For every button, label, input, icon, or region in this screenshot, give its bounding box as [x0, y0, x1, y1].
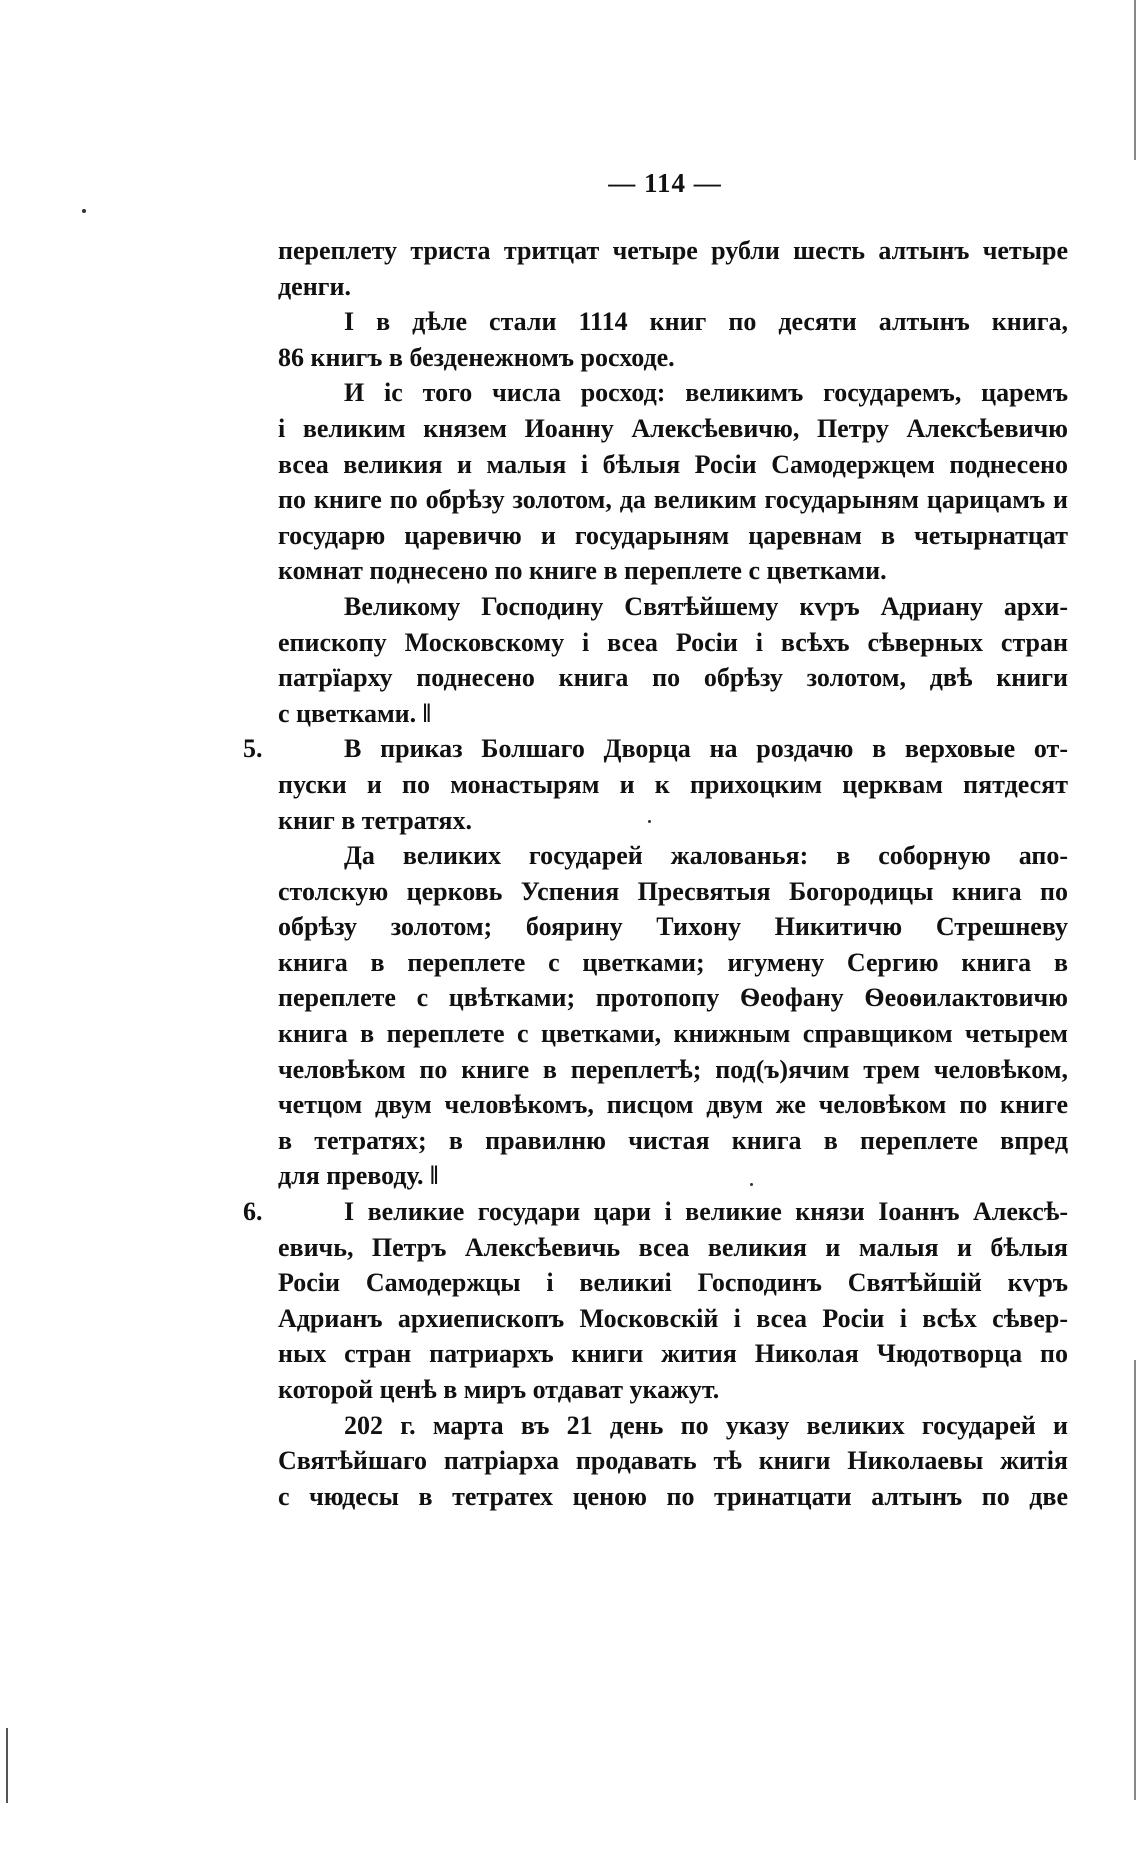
text-line: денги. [278, 271, 351, 301]
text-line: ных стран патриархъ книги жития Николая Чюдотворца по [278, 1339, 1068, 1369]
text-line: по книге по обрѣзу золотом, да великим государыням царицамъ и [278, 485, 1068, 515]
text-line: епископу Московскому і всеа Росіи і всѣхъ сѣверных стран [278, 627, 1068, 657]
text-line: комнат поднесено по книге в переплете с цветками. [278, 556, 887, 586]
scan-edge-mark-left [6, 1728, 8, 1803]
text-line: в тетратях; в правилню чистая книга в переплете впред [278, 1125, 1068, 1155]
text-line: книга в переплете с цветками; игумену Сергию книга в [278, 947, 1068, 977]
text-line: 202 г. марта въ 21 день по указу великих государей и [344, 1410, 1068, 1440]
text-line: которой ценѣ в миръ отдават укажут. [278, 1375, 720, 1404]
text-line: переплете с цвѣтками; протопопу Ѳеофану Ѳеоѳилактовичю [278, 983, 1068, 1013]
text-line: переплету триста тритцат четыре рубли шесть алтынъ четыре [278, 236, 1068, 265]
section-number: 5. [243, 734, 263, 764]
scan-speck [750, 1183, 753, 1186]
text-line: В приказ Болшаго Дворца на роздачю в верховые от- [344, 734, 1068, 764]
text-line: і великим князем Иоанну Алексѣевичю, Петру Алексѣевичю [278, 413, 1068, 443]
text-line: с чюдесы в тетратех ценою по тринатцати алтынъ по две [278, 1481, 1068, 1511]
text-line: столскую церковь Успения Пресвятыя Богородицы книга по [278, 876, 1068, 906]
text-line: всеа великия и малыя і бѣлыя Росіи Самодержцем поднесено [278, 449, 1068, 479]
text-line: Да великих государей жалованья: в соборную апо- [344, 841, 1068, 871]
text-line: Росіи Самодержцы і великиі Господинъ Святѣйшій кѵръ [278, 1268, 1068, 1298]
text-line: Великому Господину Святѣйшему кѵръ Адриану архи- [344, 591, 1068, 621]
body-text [278, 233, 1068, 1514]
text-line: книга в переплете с цветками, книжным справщиком четырем [278, 1019, 1068, 1049]
text-line: обрѣзу золотом; боярину Тихону Никитичю Стрешневу [278, 912, 1068, 942]
text-line: четцом двум человѣкомъ, писцом двум же человѣком по книге [278, 1090, 1068, 1120]
text-line: 86 книгъ в безденежномъ росходе. [278, 342, 675, 372]
text-line: Адрианъ архиепископъ Московскій і всеа Росіи і всѣх сѣвер- [278, 1303, 1068, 1333]
text-line: Святѣйшаго патріарха продавать тѣ книги Николаевы житія [278, 1446, 1068, 1476]
scan-speck [82, 209, 86, 213]
text-line: для преводу. ‖ [278, 1161, 439, 1191]
text-line: І в дѣле стали 1114 книг по десяти алтынъ книга, [344, 307, 1068, 337]
text-line: человѣком по книге в переплетѣ; под(ъ)ячим трем человѣком, [278, 1054, 1068, 1084]
text-line: книг в тетратях. [278, 805, 472, 835]
text-line: І великие государи цари і великие князи Іоаннъ Алексѣ- [344, 1197, 1068, 1227]
scan-speck [648, 820, 651, 823]
text-line: с цветками. ‖ [278, 698, 432, 728]
scan-edge-mark-right-top [1134, 0, 1136, 160]
text-line: евичь, Петръ Алексѣевичь всеа великия и малыя и бѣлыя [278, 1232, 1068, 1262]
text-line: патрїарху поднесено книга по обрѣзу золотом, двѣ книги [278, 663, 1068, 693]
page-number: — 114 — [608, 168, 722, 198]
text-line: государю царевичю и государыням царевнам в четырнатцат [278, 520, 1068, 550]
text-line: И іс того числа росход: великимъ государемъ, царемъ [344, 378, 1068, 408]
section-number: 6. [243, 1197, 263, 1227]
scan-edge-mark-right-bottom [1134, 1360, 1136, 1800]
text-line: пуски и по монастырям и к прихоцким церквам пятдесят [278, 769, 1068, 799]
